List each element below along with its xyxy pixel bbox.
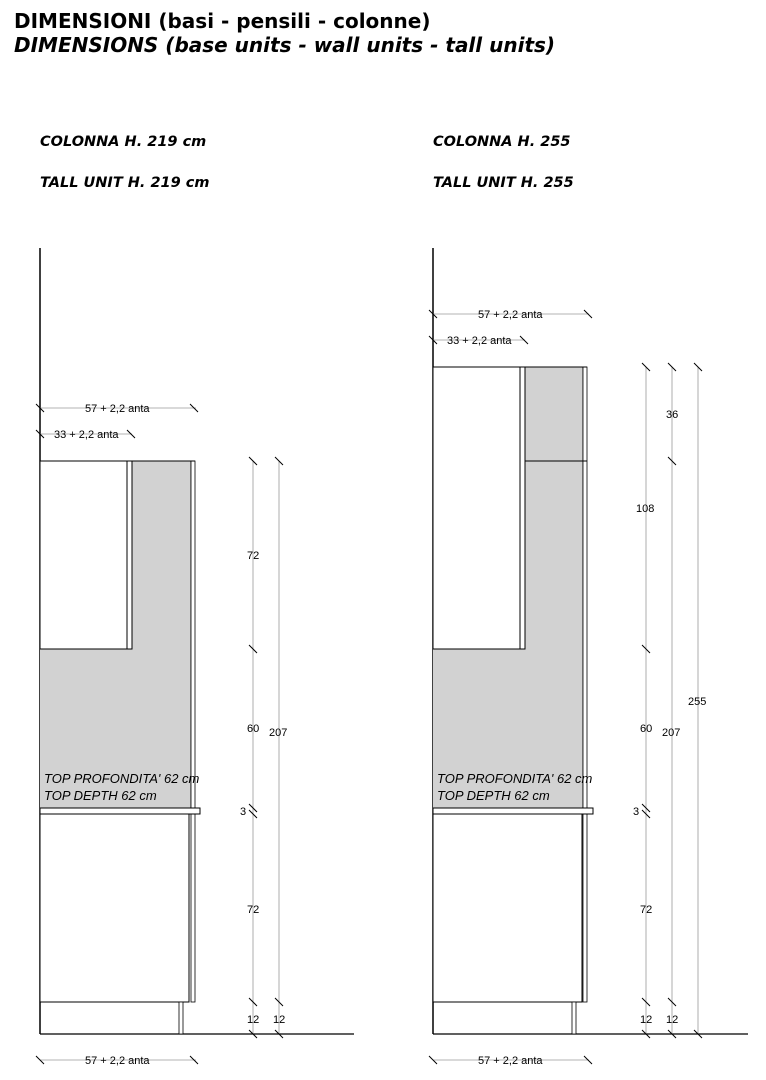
right-depth-base-label: 57 + 2,2 anta	[478, 1055, 543, 1067]
left-depth-base-label: 57 + 2,2 anta	[85, 1055, 150, 1067]
right-side-panel	[525, 367, 583, 808]
left-base-unit	[40, 814, 189, 1002]
right-dim-base-label: 72	[640, 904, 653, 916]
right-dim-upper-label: 36	[666, 409, 679, 421]
left-dim-top-label: 3	[240, 806, 247, 818]
right-worktop	[433, 808, 593, 814]
right-leg	[572, 1002, 576, 1034]
right-dim-total-label: 255	[688, 696, 707, 708]
page-subtitle: DIMENSIONS (base units - wall units - tall units)	[14, 33, 556, 57]
left-elevation	[36, 248, 354, 1064]
right-depth-top-label: 57 + 2,2 anta	[478, 309, 543, 321]
right-heading-italian: COLONNA H. 255	[433, 134, 571, 150]
right-depth-wall-label: 33 + 2,2 anta	[447, 335, 512, 347]
right-side-panel-edge	[583, 367, 587, 1002]
left-worktop	[40, 808, 200, 814]
right-base-unit	[433, 814, 582, 1002]
left-depth-top-label: 57 + 2,2 anta	[85, 403, 150, 415]
right-top-note-english: TOP DEPTH 62 cm	[437, 788, 550, 803]
left-depth-wall-label: 33 + 2,2 anta	[54, 429, 119, 441]
left-top-note-english: TOP DEPTH 62 cm	[44, 788, 157, 803]
right-dim-mid-label: 207	[662, 727, 681, 739]
right-wall-unit	[433, 367, 520, 649]
left-side-panel-edge	[191, 461, 195, 1002]
left-dim-plinth-label: 12	[247, 1014, 260, 1026]
left-wall-unit	[40, 461, 127, 649]
right-top-note-italian: TOP PROFONDITA' 62 cm	[437, 771, 593, 786]
right-dim-plinth-label: 12	[640, 1014, 653, 1026]
left-top-note-italian: TOP PROFONDITA' 62 cm	[44, 771, 200, 786]
right-wall-unit-door	[520, 367, 525, 649]
right-dim-plinth-mid-label: 12	[666, 1014, 679, 1026]
left-dim-base-label: 72	[247, 904, 260, 916]
left-leg	[179, 1002, 183, 1034]
right-dim-gap-label: 60	[640, 723, 653, 735]
left-dim-total-label: 207	[269, 727, 288, 739]
left-dim-plinth-total-label: 12	[273, 1014, 286, 1026]
right-dim-top-label: 3	[633, 806, 640, 818]
left-wall-unit-door	[127, 461, 132, 649]
right-dim-wall-label: 108	[636, 503, 655, 515]
right-heading-english: TALL UNIT H. 255	[433, 175, 574, 191]
page-title: DIMENSIONI (basi - pensili - colonne)	[14, 9, 431, 33]
left-heading-italian: COLONNA H. 219 cm	[40, 134, 207, 150]
left-dim-wall-label: 72	[247, 550, 260, 562]
right-elevation	[429, 248, 748, 1064]
left-dim-gap-label: 60	[247, 723, 260, 735]
left-heading-english: TALL UNIT H. 219 cm	[40, 175, 210, 191]
